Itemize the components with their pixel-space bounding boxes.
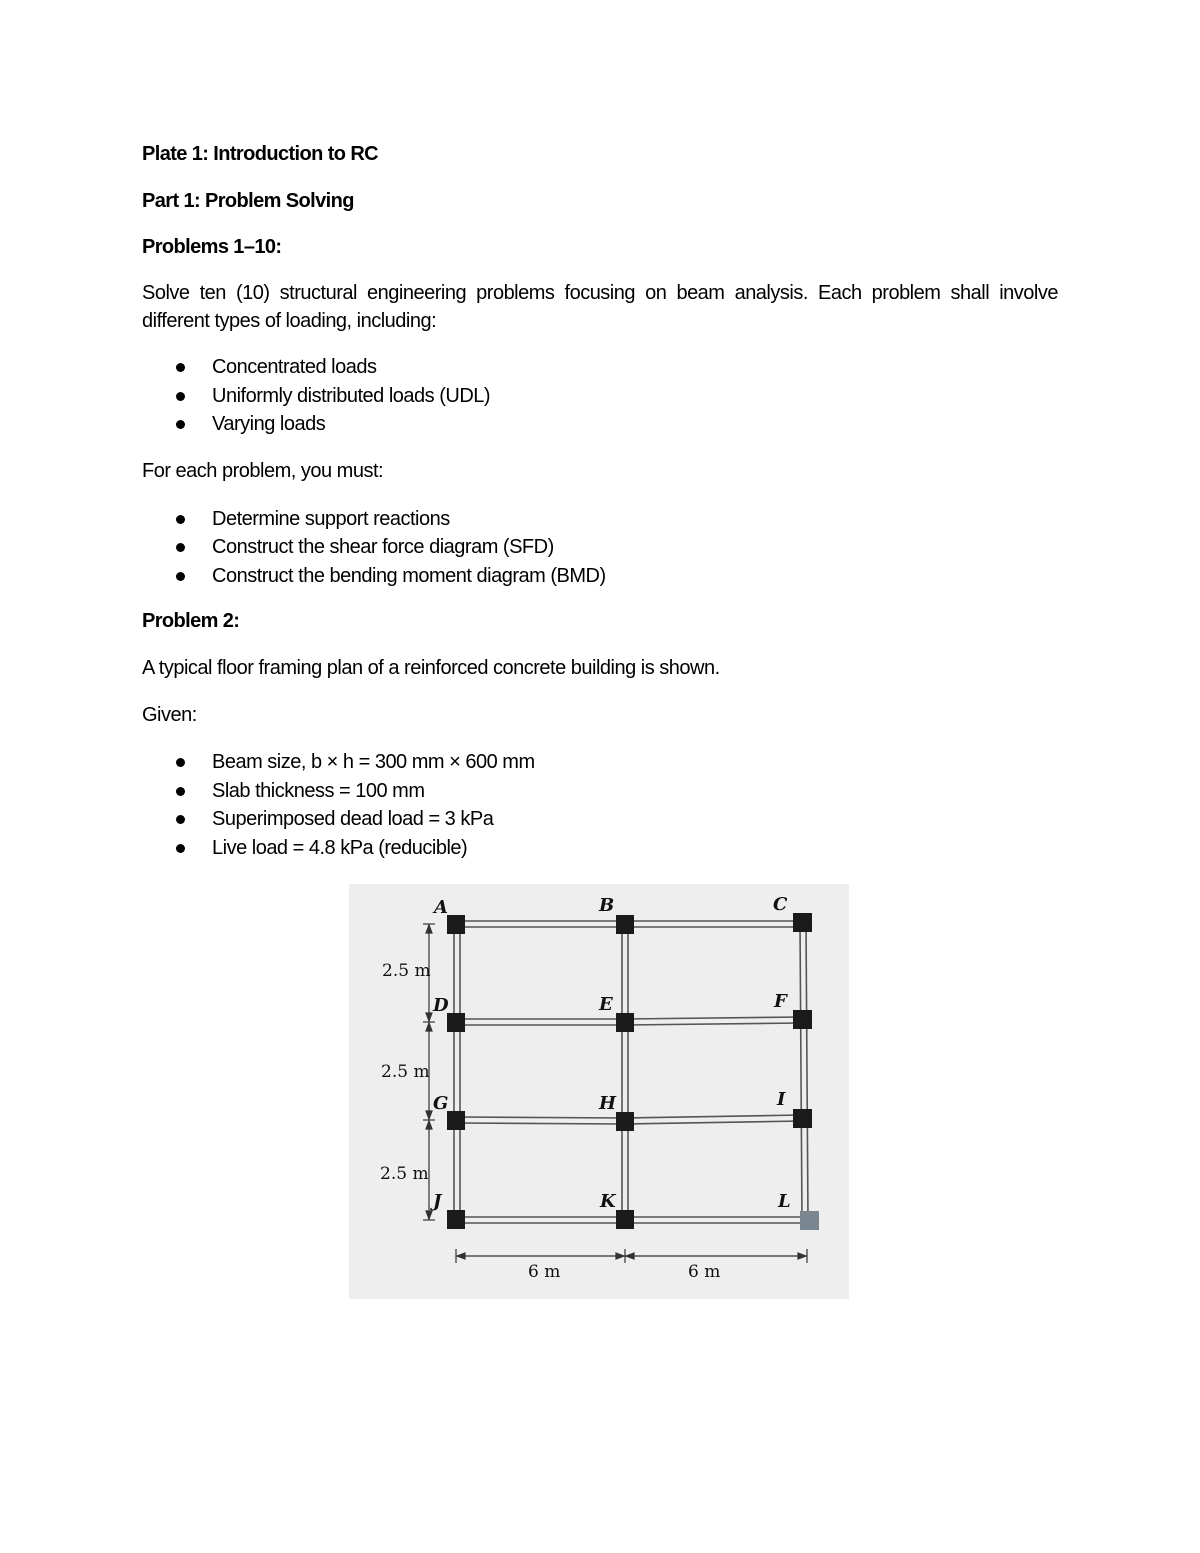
framing-plan-svg [349, 884, 849, 1299]
problem-2-text: A typical floor framing plan of a reinforced concrete building is shown. [142, 657, 720, 679]
column-label-l: L [778, 1191, 791, 1212]
given-label: Given: [142, 704, 197, 726]
problem-2-heading: Problem 2: [142, 610, 240, 632]
column-k [616, 1210, 634, 1229]
column-e [616, 1013, 634, 1032]
list-item: Concentrated loads [142, 353, 1058, 382]
dimension-vertical-1: 2.5 m [382, 961, 431, 981]
figure-background [349, 884, 849, 1299]
problems-heading: Problems 1–10: [142, 236, 282, 258]
column-i [793, 1109, 812, 1128]
column-label-j: J [433, 1191, 442, 1212]
column-d [447, 1013, 465, 1032]
dimension-horizontal-1: 6 m [528, 1262, 561, 1282]
column-label-i: I [777, 1089, 786, 1110]
given-list [142, 748, 1058, 862]
dimension-horizontal-2: 6 m [688, 1262, 721, 1282]
beam-g-h [457, 1117, 625, 1118]
column-l [800, 1211, 819, 1230]
list-item: Construct the bending moment diagram (BMD) [142, 562, 1058, 591]
requirements-list [142, 505, 1058, 591]
dimension-vertical-3: 2.5 m [380, 1164, 429, 1184]
column-label-f: F [774, 991, 787, 1012]
column-label-a: A [434, 897, 448, 918]
list-item: Uniformly distributed loads (UDL) [142, 382, 1058, 411]
column-label-b: B [599, 895, 615, 916]
column-g [447, 1111, 465, 1130]
list-item: Slab thickness = 100 mm [142, 777, 1058, 806]
floor-framing-plan [349, 884, 849, 1299]
part-heading: Part 1: Problem Solving [142, 190, 354, 212]
column-label-c: C [773, 894, 788, 915]
column-label-h: H [599, 1093, 617, 1114]
loading-types-list [142, 353, 1058, 439]
beam-g-h-edge [457, 1123, 625, 1124]
column-a [447, 915, 465, 934]
column-label-e: E [599, 994, 613, 1015]
column-label-g: G [433, 1093, 449, 1114]
column-label-k: K [600, 1191, 616, 1212]
column-c [793, 913, 812, 932]
column-j [447, 1210, 465, 1229]
list-item: Varying loads [142, 410, 1058, 439]
list-item: Construct the shear force diagram (SFD) [142, 533, 1058, 562]
requirements-intro: For each problem, you must: [142, 459, 384, 482]
dimension-vertical-2: 2.5 m [381, 1062, 430, 1082]
intro-paragraph: Solve ten (10) structural engineering problems focusing on beam analysis. Each problem shall involve different types of loading, including: [142, 282, 1058, 332]
list-item: Determine support reactions [142, 505, 1058, 534]
list-item: Beam size, b × h = 300 mm × 600 mm [142, 748, 1058, 777]
document-content [142, 141, 1058, 862]
column-b [616, 915, 634, 934]
list-item: Live load = 4.8 kPa (reducible) [142, 834, 1058, 863]
column-label-d: D [433, 995, 449, 1016]
list-item: Superimposed dead load = 3 kPa [142, 805, 1058, 834]
column-f [793, 1010, 812, 1029]
plate-title: Plate 1: Introduction to RC [142, 143, 379, 165]
column-h [616, 1112, 634, 1131]
